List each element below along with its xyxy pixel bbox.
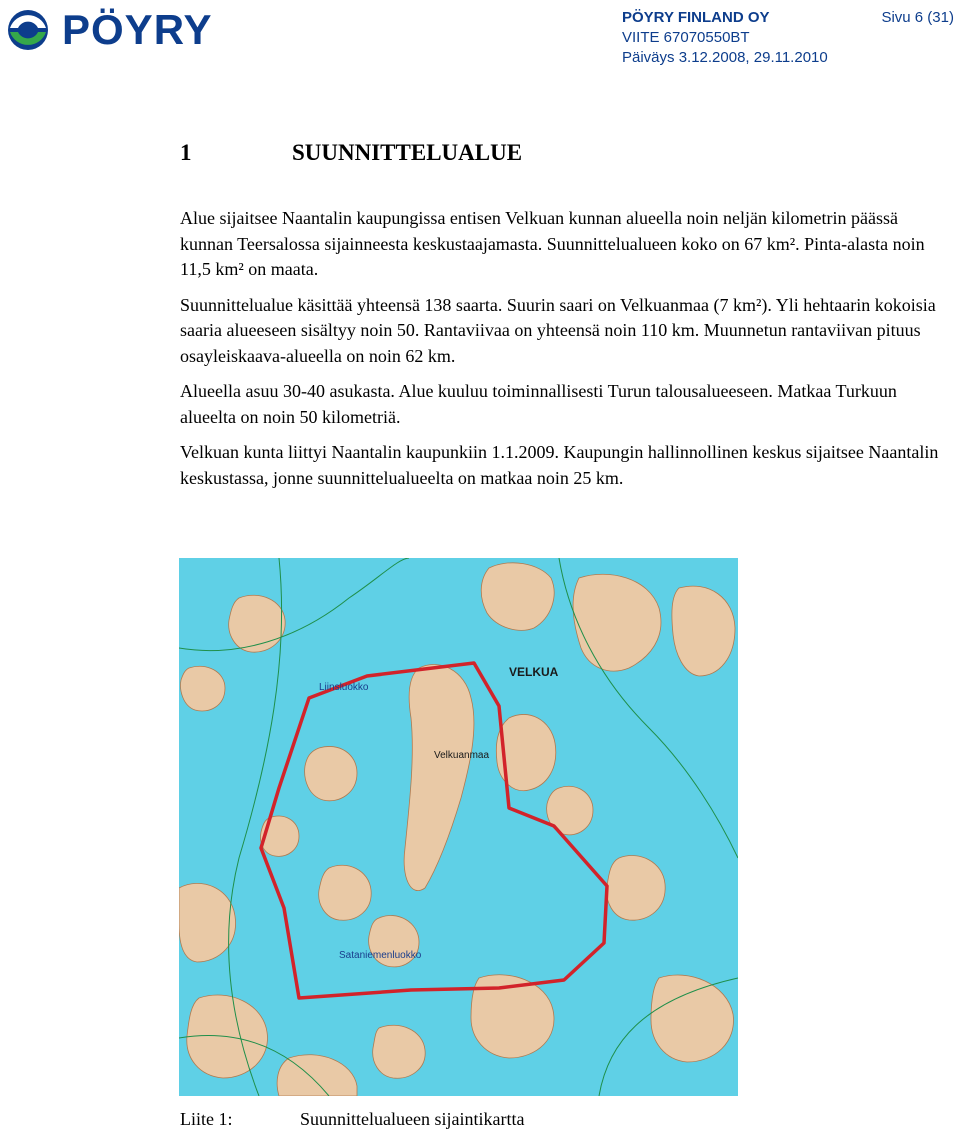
document-reference: VIITE 67070550BT xyxy=(622,29,750,46)
poyry-logo-icon xyxy=(4,6,52,54)
paragraph: Alue sijaitsee Naantalin kaupungissa entisen Velkuan kunnan alueella noin neljän kilometrin päässä kunnan Teersalossa sijainneesta keskustaajamasta. Suunnittelualueen koko on 67 km². Pinta-alasta noin 11,5 km² on maata. xyxy=(180,208,925,279)
company-name: PÖYRY FINLAND OY xyxy=(622,9,770,26)
page-number: Sivu 6 (31) xyxy=(881,9,954,26)
body-text xyxy=(180,206,940,501)
map-label: Liinsluokko xyxy=(319,682,369,693)
section-heading xyxy=(180,140,522,166)
section-title: SUUNNITTELUALUE xyxy=(292,140,523,165)
company-info xyxy=(622,8,828,68)
map-label: Sataniemenluokko xyxy=(339,950,422,961)
caption-text: Suunnittelualueen sijaintikartta xyxy=(300,1109,525,1129)
map-label: Velkuanmaa xyxy=(434,750,490,761)
logo-wordmark: PÖYRY xyxy=(62,6,213,53)
map-image xyxy=(179,558,738,1096)
paragraph: Alueella asuu 30-40 asukasta. Alue kuuluu toiminnallisesti Turun talousalueeseen. Matkaa Turkuun alueelta on noin 50 kilometriä. xyxy=(180,381,897,427)
paragraph: Suunnittelualue käsittää yhteensä 138 saarta. Suurin saari on Velkuanmaa (7 km²). Yli hehtaarin kokoisia saaria alueeseen sisältyy noin 50. Rantaviivaa on yhteensä noin 110 km. Muunnetun rantaviivan pituus osayleiskaava-alueella on noin 62 km. xyxy=(180,294,936,366)
location-map xyxy=(179,558,738,1096)
poyry-logo xyxy=(4,6,246,54)
paragraph: Velkuan kunta liittyi Naantalin kaupunkiin 1.1.2009. Kaupungin hallinnollinen keskus sijaitsee Naantalin keskustassa, jonne suunnittelualueelta on matkaa noin 25 km. xyxy=(180,442,939,488)
page-header xyxy=(0,0,960,80)
map-label: VELKUA xyxy=(509,665,559,679)
section-number: 1 xyxy=(180,140,192,165)
caption-label: Liite 1: xyxy=(180,1109,233,1129)
document-date: Päiväys 3.12.2008, 29.11.2010 xyxy=(622,49,828,66)
figure-caption xyxy=(180,1107,524,1131)
